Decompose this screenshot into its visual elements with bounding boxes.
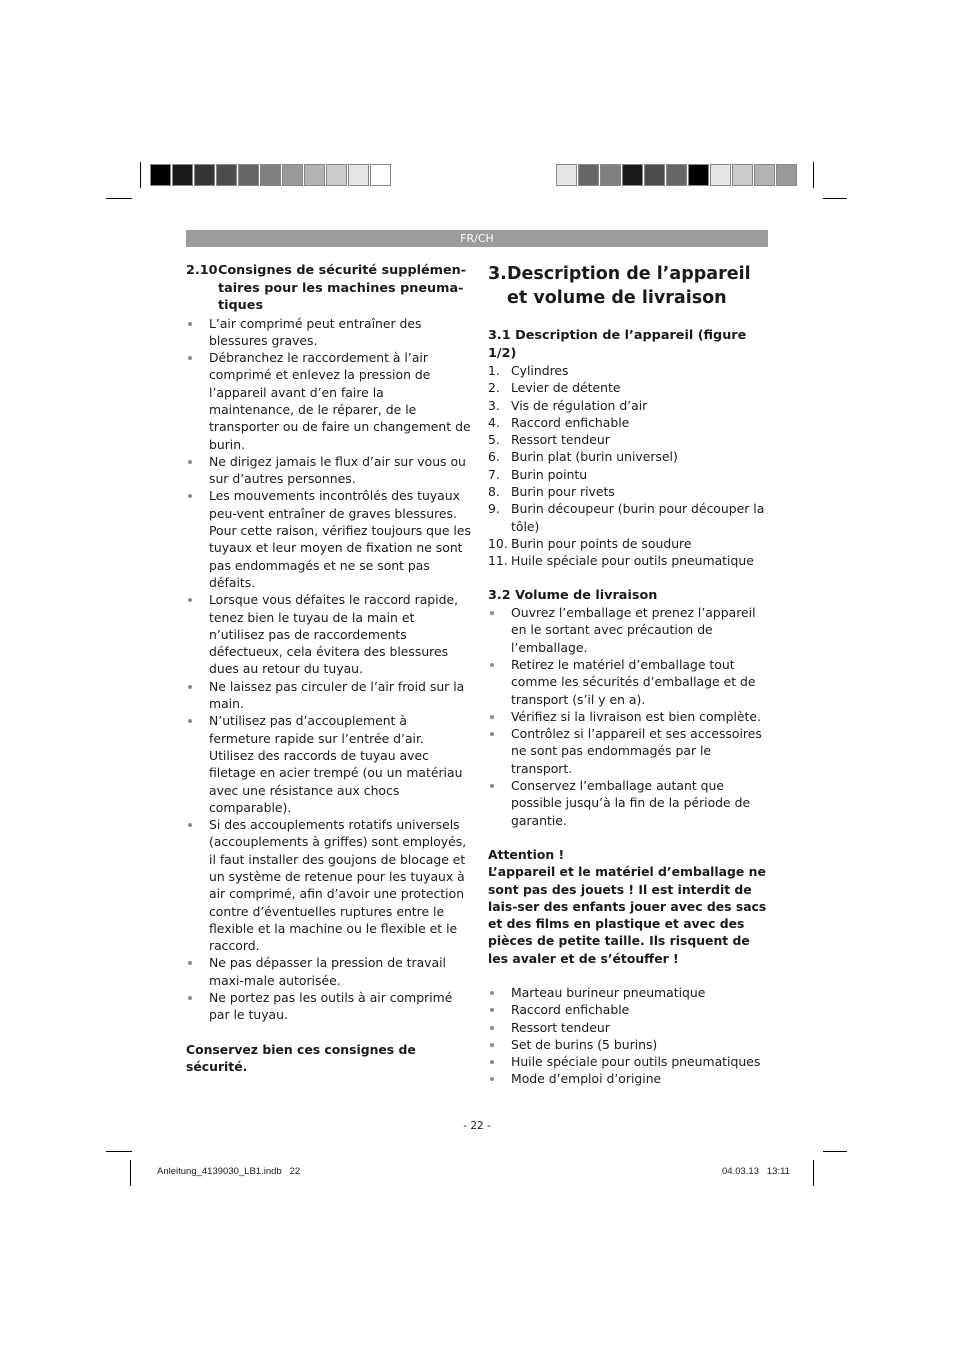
chapter-heading [488, 262, 773, 310]
color-swatch [326, 164, 347, 186]
part-item [488, 552, 773, 569]
language-header: FR/CH [186, 230, 768, 247]
list-item: Débranchez le raccordement à l’air comprimé et enlevez la pression de l’appareil avant d’en faire la maintenance, de le réparer, de le transporter ou de faire un changement de burin. [186, 349, 471, 453]
chapter-number: 3. [488, 264, 507, 284]
list-item: Marteau burineur pneumatique [488, 984, 773, 1001]
color-swatch [732, 164, 753, 186]
parts-list [488, 362, 773, 570]
right-column [488, 262, 773, 1088]
color-swatch [238, 164, 259, 186]
section-title: Consignes de sécurité supplémen-taires pour les machines pneuma-tiques [218, 263, 467, 313]
part-item [488, 466, 773, 483]
footer-date: 04.03.13 13:11 [722, 1166, 790, 1177]
color-swatch [370, 164, 391, 186]
color-swatch [622, 164, 643, 186]
subsection-heading: 3.1 Description de l’appareil (figure 1/2) [488, 328, 747, 361]
part-number: 1. [488, 363, 500, 378]
part-label: Huile spéciale pour outils pneumatique [511, 553, 754, 569]
part-number: 7. [488, 466, 500, 482]
part-label: Raccord enfichable [511, 414, 630, 430]
color-swatch [710, 164, 731, 186]
color-swatch [150, 164, 171, 186]
left-column [186, 262, 471, 1075]
color-swatch [688, 164, 709, 186]
part-number: 10. [488, 535, 508, 551]
color-swatch [260, 164, 281, 186]
part-number: 2. [488, 380, 500, 396]
part-label: Vis de régulation d’air [511, 397, 648, 413]
part-number: 6. [488, 449, 500, 465]
list-item: Mode d’emploi d’origine [488, 1070, 773, 1087]
part-label: Burin pour rivets [511, 484, 615, 500]
page-number: - 22 - [463, 1120, 491, 1132]
part-number: 3. [488, 397, 500, 413]
color-swatch [776, 164, 797, 186]
color-swatch [600, 164, 621, 186]
list-item: Retirez le matériel d’emballage tout comme les sécurités d’emballage et de transport (s’il y en a). [488, 656, 773, 708]
crop-mark [813, 1160, 814, 1186]
color-swatch [754, 164, 775, 186]
color-swatch [282, 164, 303, 186]
list-item: Vérifiez si la livraison est bien complète. [488, 708, 773, 725]
part-number: 5. [488, 432, 500, 448]
list-item: Lorsque vous défaites le raccord rapide, tenez bien le tuyau de la main et n’utilisez pas de raccordements défectueux, cela évitera des blessures dues au retour du tuyau. [186, 591, 471, 677]
part-number: 9. [488, 501, 500, 517]
list-item: Ne laissez pas circuler de l’air froid sur la main. [186, 678, 471, 713]
color-swatch [578, 164, 599, 186]
section-heading [186, 262, 471, 315]
part-item [488, 379, 773, 396]
crop-mark [106, 1151, 132, 1152]
part-number: 8. [488, 484, 500, 500]
part-label: Burin plat (burin universel) [511, 449, 678, 465]
color-bar-left [150, 164, 392, 188]
part-label: Burin pointu [511, 466, 588, 482]
part-item [488, 483, 773, 500]
list-item: Contrôlez si l’appareil et ses accessoires ne sont pas endommagés par le transport. [488, 725, 773, 777]
color-swatch [216, 164, 237, 186]
attention-title: Attention ! [488, 846, 565, 862]
color-swatch [172, 164, 193, 186]
list-item: Ressort tendeur [488, 1019, 773, 1036]
list-item: Set de burins (5 burins) [488, 1036, 773, 1053]
color-swatch [556, 164, 577, 186]
list-item: Ne dirigez jamais le flux d’air sur vous ou sur d’autres personnes. [186, 453, 471, 488]
crop-mark [130, 1160, 131, 1186]
part-label: Levier de détente [511, 380, 621, 396]
part-label: Cylindres [511, 363, 569, 378]
crop-mark [823, 198, 847, 199]
list-item: N’utilisez pas d’accouplement à fermeture rapide sur l’entrée d’air. Utilisez des raccords de tuyau avec filetage en acier trempé (ou un matériau avec une résistance aux chocs comparable). [186, 712, 471, 816]
chapter-title: Description de l’appareil et volume de livraison [507, 264, 751, 308]
part-item [488, 431, 773, 448]
subsection-heading: 3.2 Volume de livraison [488, 587, 658, 603]
crop-mark [140, 162, 141, 188]
crop-mark [106, 198, 132, 199]
part-item [488, 448, 773, 465]
color-swatch [644, 164, 665, 186]
list-item: Conservez l’emballage autant que possible jusqu’à la fin de la période de garantie. [488, 777, 773, 829]
list-item: Ne pas dépasser la pression de travail maxi-male autorisée. [186, 954, 471, 989]
color-swatch [348, 164, 369, 186]
color-swatch [304, 164, 325, 186]
list-item: Huile spéciale pour outils pneumatiques [488, 1053, 773, 1070]
list-item: Ne portez pas les outils à air comprimé par le tuyau. [186, 989, 471, 1024]
crop-mark [813, 162, 814, 188]
color-swatch [666, 164, 687, 186]
part-item [488, 362, 773, 379]
list-item: L’air comprimé peut entraîner des blessures graves. [186, 315, 471, 350]
part-number: 11. [488, 553, 508, 569]
part-item [488, 397, 773, 414]
part-label: Burin pour points de soudure [511, 535, 692, 551]
safety-list [186, 315, 471, 1024]
section-number: 2.10 [186, 263, 218, 278]
footer-file: Anleitung_4139030_LB1.indb 22 [157, 1166, 301, 1177]
crop-mark [823, 1151, 847, 1152]
delivery-steps-list [488, 604, 773, 829]
list-item: Si des accouplements rotatifs universels (accouplements à griffes) sont employés, il faut installer des goujons de blocage et un système de retenue pour les tuyaux à air comprimé, afin d’avoir une protection contre d’éventuelles ruptures entre le flexible et la machine ou le flexible et le raccord. [186, 816, 471, 954]
list-item: Raccord enfichable [488, 1001, 773, 1018]
part-item [488, 414, 773, 431]
attention-text: L’appareil et le matériel d’emballage ne sont pas des jouets ! Il est interdit de lais-ser des enfants jouer avec des sacs et des films en plastique et avec des pièces de petite taille. Ils risquent de les avaler et de s’étouffer ! [488, 864, 767, 966]
part-label: Burin découpeur (burin pour découper la tôle) [511, 501, 765, 534]
list-item: Les mouvements incontrôlés des tuyaux peu-vent entraîner de graves blessures. Pour cette raison, vérifiez toujours que les tuyaux et leur moyen de fixation ne sont pas endommagés et ne se sont pas défaits. [186, 487, 471, 591]
color-bar-right [556, 164, 798, 188]
list-item: Ouvrez l’emballage et prenez l’appareil en le sortant avec précaution de l’emballage. [488, 604, 773, 656]
part-label: Ressort tendeur [511, 432, 610, 448]
part-number: 4. [488, 414, 500, 430]
color-swatch [194, 164, 215, 186]
part-item [488, 500, 773, 535]
part-item [488, 535, 773, 552]
contents-list [488, 984, 773, 1088]
closing-note: Conservez bien ces consignes de sécurité. [186, 1041, 416, 1074]
